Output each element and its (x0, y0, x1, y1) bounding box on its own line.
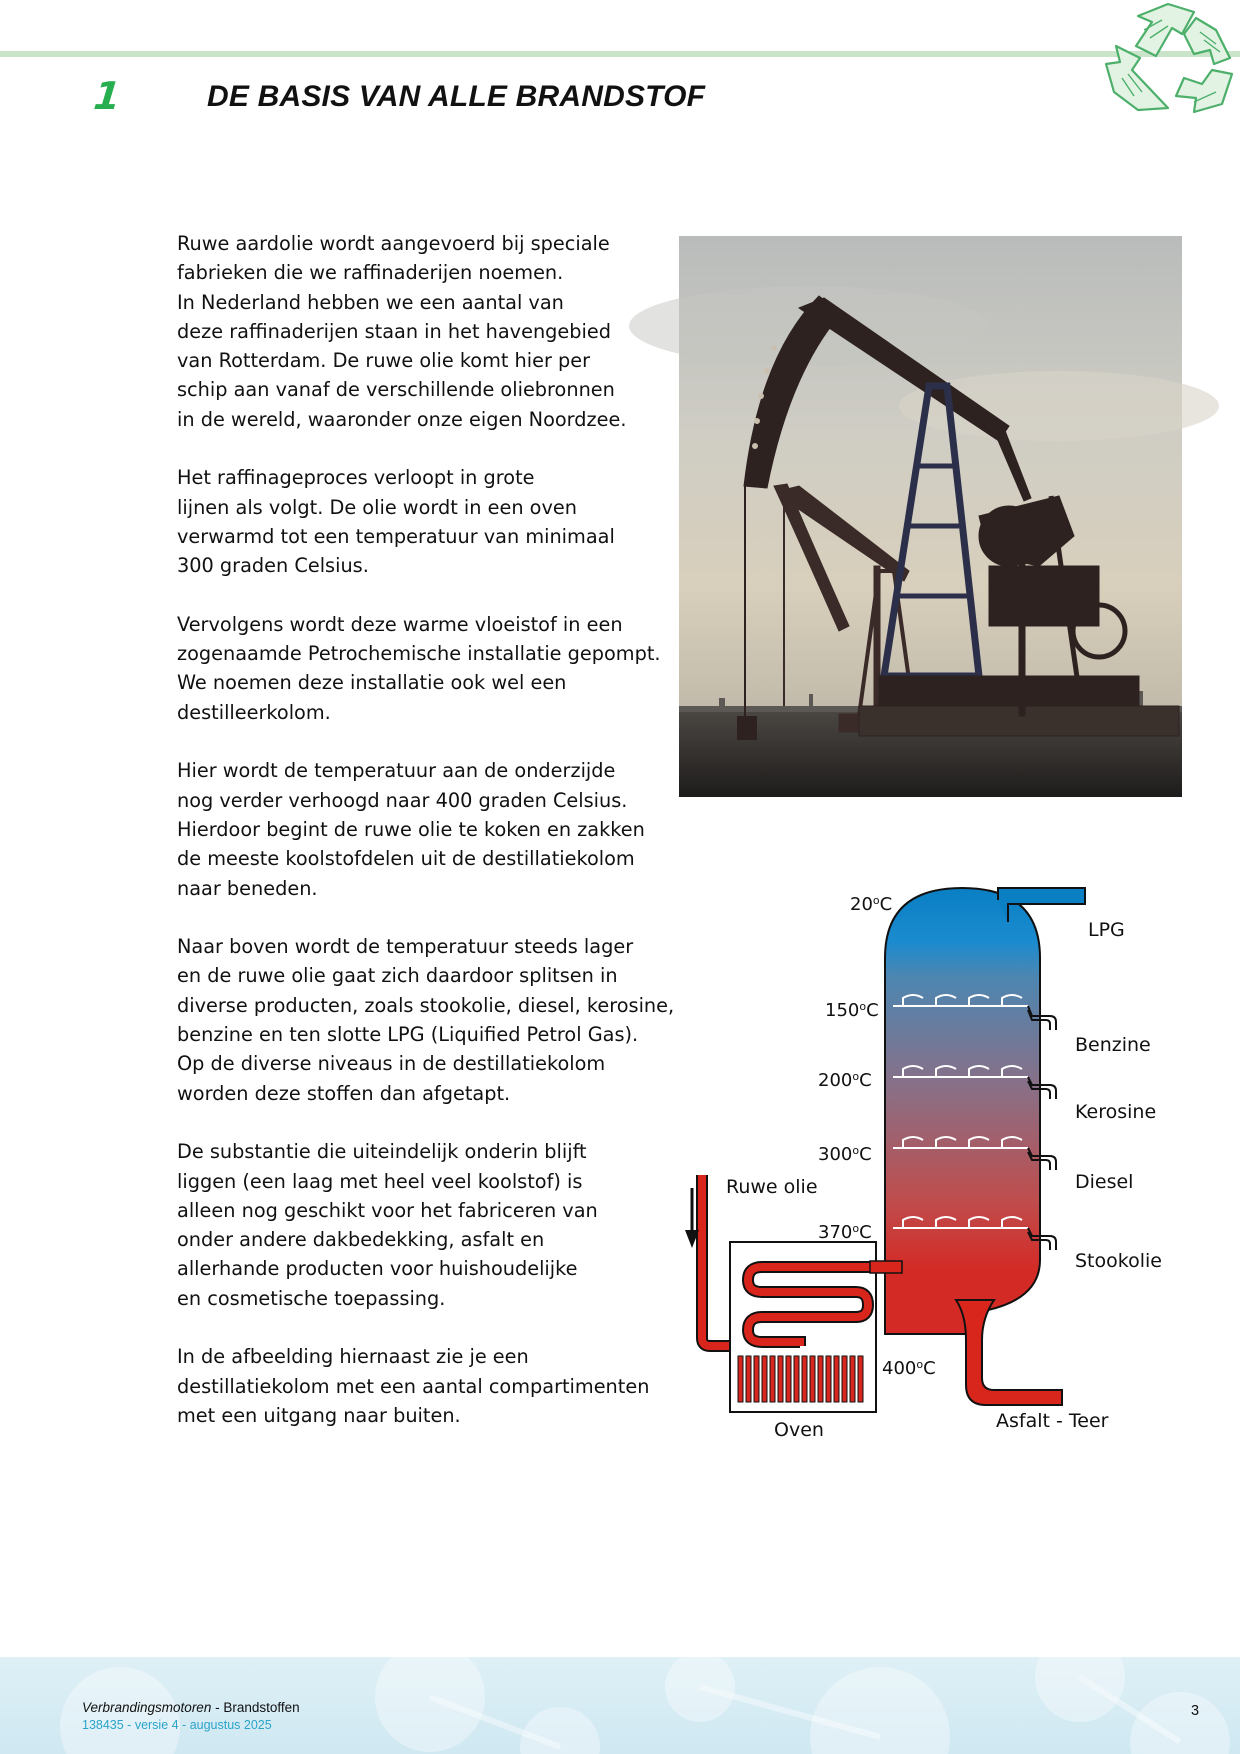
temp-label-370: 370$^o$C (818, 1222, 872, 1243)
body-text (177, 229, 677, 1459)
footer-meta: 138435 - versie 4 - augustus 2025 (82, 1718, 272, 1732)
body-line: Ruwe aardolie wordt aangevoerd bij speciale (177, 232, 610, 255)
product-label-lpg: LPG (1088, 919, 1125, 941)
body-line: nog verder verhoogd naar 400 graden Celsius. (177, 788, 628, 812)
body-line: diverse producten, zoals stookolie, diesel, kerosine, (177, 993, 675, 1017)
body-line: deze raffinaderijen staan in het havengebied (177, 319, 611, 343)
body-line: We noemen deze installatie ook wel een (177, 671, 567, 695)
body-line: en de ruwe olie gaat zich daardoor splitsen in (177, 964, 618, 988)
product-label-diesel: Diesel (1075, 1171, 1134, 1193)
body-line: met een uitgang naar buiten. (177, 1403, 461, 1427)
body-line: Hier wordt de temperatuur aan de onderzijde (177, 759, 616, 783)
chapter-title: DE BASIS VAN ALLE BRANDSTOF (207, 80, 706, 113)
body-line: 300 graden Celsius. (177, 554, 369, 578)
temp-label-200: 200$^o$C (818, 1070, 872, 1091)
body-paragraph (177, 463, 677, 580)
body-paragraph (177, 932, 677, 1108)
body-line: Het raffinageproces verloopt in grote (177, 466, 535, 490)
temp-label-150: 150$^o$C (825, 1000, 879, 1021)
footer-title (82, 1700, 300, 1715)
body-paragraph (177, 610, 677, 727)
body-paragraph (177, 756, 677, 902)
body-line: In de afbeelding hiernaast zie je een (177, 1345, 529, 1369)
body-line: verwarmd tot een temperatuur van minimaal (177, 524, 615, 548)
body-line: Op de diverse niveaus in de destillatiekolom (177, 1052, 606, 1076)
body-line: zogenaamde Petrochemische installatie gepompt. (177, 642, 661, 666)
body-line: destillatiekolom met een aantal compartimenten (177, 1374, 650, 1398)
oil-pump-jack-photo (679, 236, 1182, 797)
body-line: De substantie die uiteindelijk onderin blijft (177, 1140, 587, 1164)
body-line: benzine en ten slotte LPG (Liquified Petrol Gas). (177, 1023, 639, 1047)
product-label-benzine: Benzine (1075, 1034, 1151, 1056)
temp-label-400: 400$^o$C (882, 1358, 936, 1379)
body-line: naar beneden. (177, 876, 318, 900)
footer (0, 1657, 1240, 1754)
temp-label-20: 20$^o$C (850, 894, 893, 915)
footer-title-rest: - Brandstoffen (211, 1700, 300, 1715)
temp-label-300: 300$^o$C (818, 1144, 872, 1165)
body-paragraph (177, 1137, 677, 1313)
body-line: fabrieken die we raffinaderijen noemen. (177, 261, 564, 285)
header-rule (0, 51, 1240, 57)
input-label-ruwe-olie: Ruwe olie (726, 1176, 818, 1198)
oven-label: Oven (774, 1419, 824, 1441)
body-line: Hierdoor begint de ruwe olie te koken en zakken (177, 817, 645, 841)
body-line: destilleerkolom. (177, 700, 331, 724)
column-body (885, 888, 1040, 1334)
distillation-column-diagram (670, 870, 1162, 1460)
body-paragraph (177, 229, 677, 434)
body-paragraph (177, 1342, 677, 1430)
body-line: allerhande producten voor huishoudelijke (177, 1257, 578, 1281)
body-line: lijnen als volgt. De olie wordt in een oven (177, 495, 577, 519)
body-line: in de wereld, waaronder onze eigen Noordzee. (177, 407, 627, 431)
body-line: alleen nog geschikt voor het fabriceren van (177, 1198, 598, 1222)
chapter-number: 1 (91, 74, 123, 118)
body-line: In Nederland hebben we een aantal van (177, 290, 564, 314)
residue-pipe (956, 1300, 1062, 1405)
body-line: liggen (een laag met heel veel koolstof) is (177, 1169, 583, 1193)
body-line: van Rotterdam. De ruwe olie komt hier per (177, 349, 591, 373)
page-number: 3 (1191, 1703, 1200, 1719)
recycle-icon (1098, 0, 1240, 118)
body-line: schip aan vanaf de verschillende oliebronnen (177, 378, 615, 402)
product-label-asfalt: Asfalt - Teer (996, 1410, 1109, 1432)
body-line: en cosmetische toepassing. (177, 1286, 446, 1310)
body-line: de meeste koolstofdelen uit de destillatiekolom (177, 847, 635, 871)
body-line: Naar boven wordt de temperatuur steeds lager (177, 935, 634, 959)
product-label-stookolie: Stookolie (1075, 1250, 1162, 1272)
body-line: worden deze stoffen dan afgetapt. (177, 1081, 511, 1105)
body-line: onder andere dakbedekking, asfalt en (177, 1228, 545, 1252)
product-label-kerosine: Kerosine (1075, 1101, 1157, 1123)
footer-title-italic: Verbrandingsmotoren (82, 1700, 212, 1715)
body-line: Vervolgens wordt deze warme vloeistof in een (177, 612, 623, 636)
